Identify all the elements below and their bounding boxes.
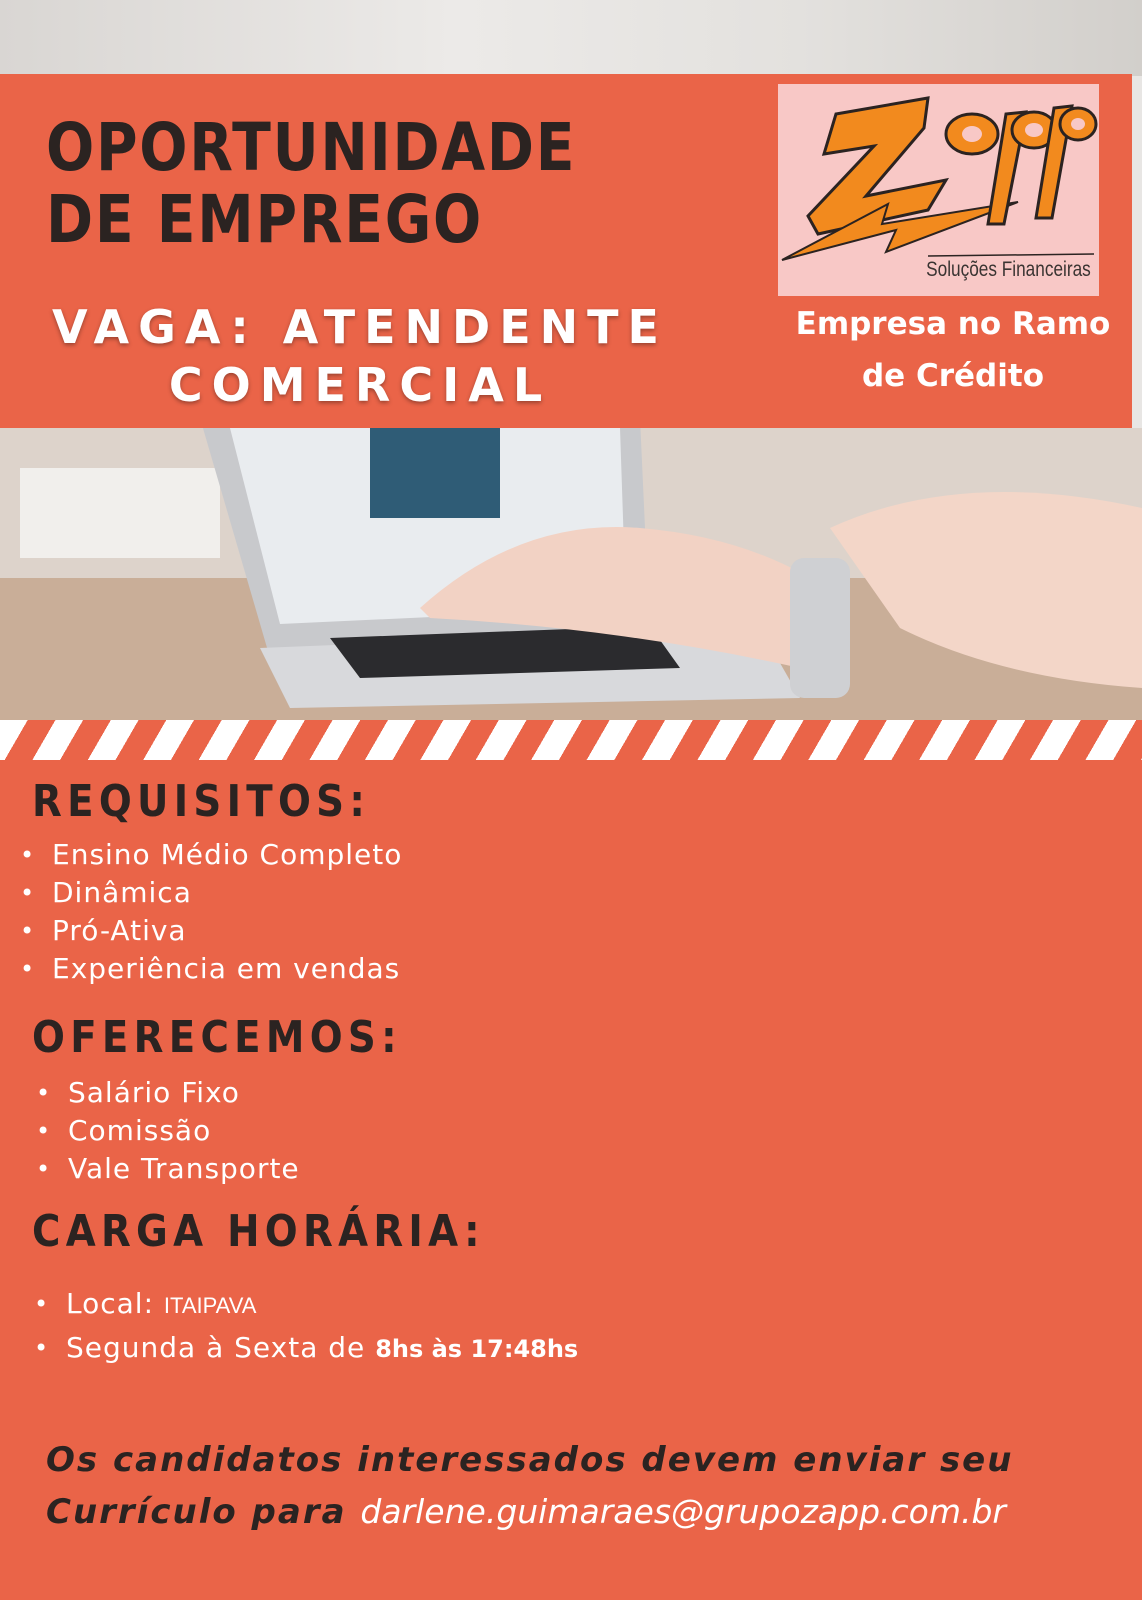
oferecemos-list bbox=[68, 1074, 300, 1188]
vaga-line-1: VAGA: ATENDENTE bbox=[52, 300, 668, 354]
oferecemos-title: OFERECEMOS: bbox=[32, 1012, 402, 1063]
logo-subtitle: Soluções Financeiras bbox=[926, 258, 1091, 281]
laptop-hands-illustration bbox=[0, 428, 1142, 722]
empresa-tagline bbox=[770, 298, 1136, 402]
requisitos-list bbox=[52, 836, 402, 988]
diagonal-stripes bbox=[0, 720, 1142, 760]
title-line-1: OPORTUNIDADE bbox=[46, 109, 577, 186]
cta-line-2 bbox=[46, 1486, 1126, 1538]
vaga-heading bbox=[20, 298, 700, 414]
schedule-label: Segunda à Sexta de bbox=[66, 1331, 366, 1364]
cta-prefix: Currículo para bbox=[46, 1492, 347, 1532]
carga-title: CARGA HORÁRIA: bbox=[32, 1206, 485, 1257]
list-item: • Pró-Ativa bbox=[52, 912, 402, 950]
local-label: Local: bbox=[66, 1287, 155, 1320]
vaga-line-2: COMERCIAL bbox=[168, 358, 552, 412]
list-item: • Salário Fixo bbox=[68, 1074, 300, 1112]
empresa-line-2: de Crédito bbox=[861, 358, 1044, 394]
schedule-item bbox=[66, 1326, 578, 1370]
list-item: • Dinâmica bbox=[52, 874, 402, 912]
schedule-value: 8hs às 17:48hs bbox=[375, 1335, 579, 1363]
list-item: • Vale Transporte bbox=[68, 1150, 300, 1188]
laptop-photo bbox=[0, 428, 1142, 722]
title-line-2: DE EMPREGO bbox=[46, 181, 484, 258]
list-item: • Experiência em vendas bbox=[52, 950, 402, 988]
requisitos-title: REQUISITOS: bbox=[32, 776, 371, 827]
contact-email-link[interactable]: darlene.guimaraes@grupozapp.com.br bbox=[360, 1492, 1006, 1531]
local-value: ITAIPAVA bbox=[163, 1293, 257, 1318]
empresa-line-1: Empresa no Ramo bbox=[795, 306, 1111, 342]
cta-line-1: Os candidatos interessados devem enviar seu bbox=[46, 1440, 1014, 1480]
zapp-logo bbox=[778, 84, 1099, 296]
call-to-action bbox=[46, 1434, 1126, 1538]
list-item: • Comissão bbox=[68, 1112, 300, 1150]
top-photo-strip bbox=[0, 0, 1142, 76]
poster-title bbox=[46, 109, 648, 258]
local-item bbox=[66, 1282, 578, 1326]
list-item: • Ensino Médio Completo bbox=[52, 836, 402, 874]
carga-list bbox=[66, 1282, 578, 1370]
watch-icon bbox=[790, 558, 850, 698]
